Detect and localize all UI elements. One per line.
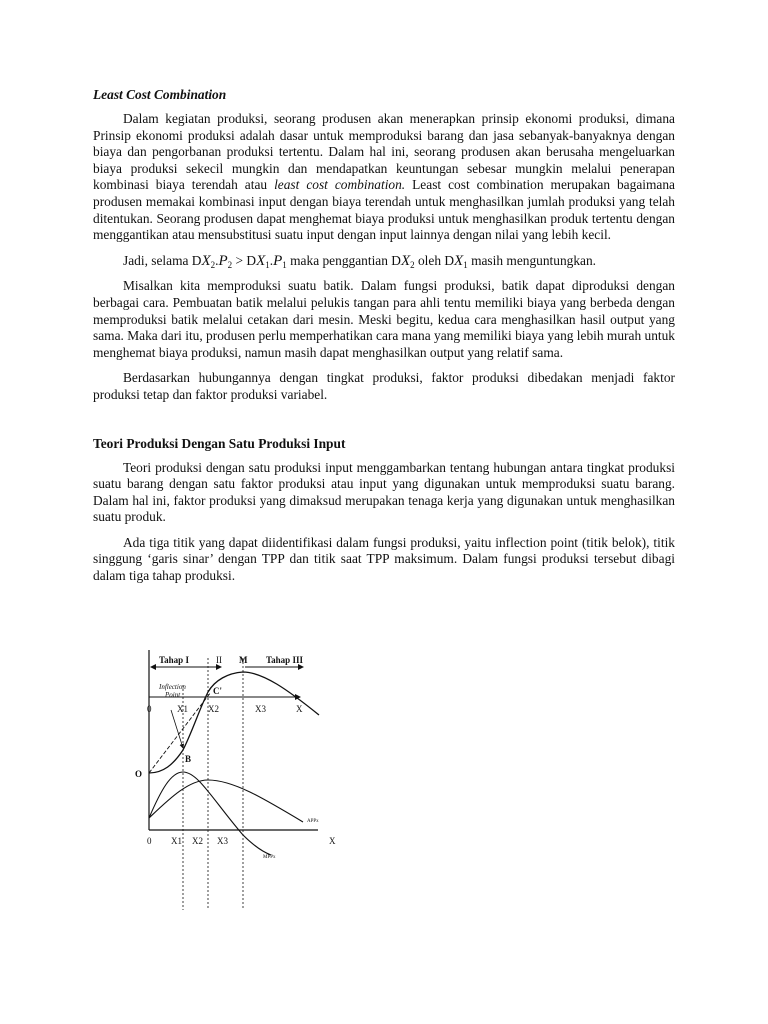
production-function-diagram bbox=[93, 640, 393, 920]
app-curve bbox=[149, 780, 303, 822]
svg-text:X1: X1 bbox=[171, 836, 182, 846]
stage1-label: Tahap I bbox=[159, 655, 189, 665]
formula-paragraph: Jadi, selama $DX_2.P_2 > DX_1.P_1$ maka penggantian $DX_2$ oleh $DX_1$ masih menguntungkan. bbox=[123, 252, 597, 270]
paragraph: Ada tiga titik yang dapat diidentifikasi dalam fungsi produksi, yaitu inflection point (titik belok), titik singgung ‘garis sinar’ dengan TPP dan titik saat TPP maksimum. Dalam fungsi produksi tersebut dibagi dalam tiga tahap produksi. bbox=[93, 534, 675, 584]
app-label: APPx bbox=[307, 819, 319, 824]
svg-text:X1: X1 bbox=[177, 704, 188, 714]
svg-text:X2: X2 bbox=[208, 704, 219, 714]
section-heading-least-cost: Least Cost Combination bbox=[93, 87, 227, 102]
section-heading-teori-produksi: Teori Produksi Dengan Satu Produksi Input bbox=[93, 435, 346, 451]
stage3-label: Tahap III bbox=[266, 655, 303, 665]
document-page bbox=[93, 86, 675, 594]
paragraph: Misalkan kita memproduksi suatu batik. Dalam fungsi produksi, batik dapat diproduksi dengan berbagai cara. Pembuatan batik melalui pelukis tangan para ahli tentu memiliki biaya yang berbeda dengan memproduksi batik melalui cetakan dari mesin. Meski begitu, kedua cara menghasilkan hasil output yang sama. Maka dari itu, produsen perlu memperhatikan cara mana yang memiliki biaya yang lebih murah untuk menghemat biaya produksi, namun masih dapat menghasilkan output yang relatif sama. bbox=[93, 278, 675, 360]
svg-text:X3: X3 bbox=[255, 704, 266, 714]
paragraph: Berdasarkan hubungannya dengan tingkat produksi, faktor produksi dibedakan menjadi faktor produksi tetap dan faktor produksi variabel. bbox=[93, 370, 675, 402]
origin-o-label: O bbox=[135, 769, 143, 779]
svg-text:0: 0 bbox=[147, 836, 152, 846]
point-b-label: B bbox=[185, 754, 192, 764]
mpp-curve bbox=[149, 772, 271, 855]
max-label: M bbox=[239, 655, 248, 665]
svg-text:X3: X3 bbox=[217, 836, 228, 846]
paragraph: Teori produksi dengan satu produksi input menggambarkan tentang hubungan antara tingkat produksi suatu barang dengan satu faktor produksi atau input yang digunakan untuk memproduksi suatu barang. Dalam hal ini, faktor produksi yang dimaksud merupakan tenaga kerja yang digunakan untuk menghasilkan suatu produk. bbox=[93, 459, 675, 525]
mpp-label: MPPx bbox=[263, 855, 276, 860]
inflection-label-2: Point bbox=[165, 691, 181, 699]
paragraph: Dalam kegiatan produksi, seorang produsen akan menerapkan prinsip ekonomi produksi, dimana Prinsip ekonomi produksi adalah dasar untuk memproduksi barang dan jasa sebanyak-banyaknya dengan biaya dan pengorbanan produksi tertentu. Dalam hal ini, seorang produsen akan berusaha mengeluarkan biaya produksi sekecil mungkin dan mendapatkan keuntungan sebesar mungkin melalui penerapan kombinasi biaya terendah atau least cost combination. Least cost combination merupakan bagaimana produsen memakai kombinasi input dengan biaya terendah untuk menghasilkan jumlah produksi yang telah ditentukan. Seorang produsen dapat menghemat biaya produksi untuk menghasilkan produk tertentu dengan menggantikan atau mensubstitusi suatu input dengan input lainnya dengan nilai yang lebih kecil. bbox=[93, 111, 675, 243]
point-c-label: C' bbox=[213, 686, 222, 696]
inflection-label-1: Inflection bbox=[159, 683, 186, 691]
svg-text:X2: X2 bbox=[192, 836, 203, 846]
stage2-label: II bbox=[216, 655, 222, 665]
production-stages-figure bbox=[93, 640, 393, 920]
svg-text:X: X bbox=[296, 704, 303, 714]
svg-text:0: 0 bbox=[147, 704, 152, 714]
svg-text:X: X bbox=[329, 836, 336, 846]
